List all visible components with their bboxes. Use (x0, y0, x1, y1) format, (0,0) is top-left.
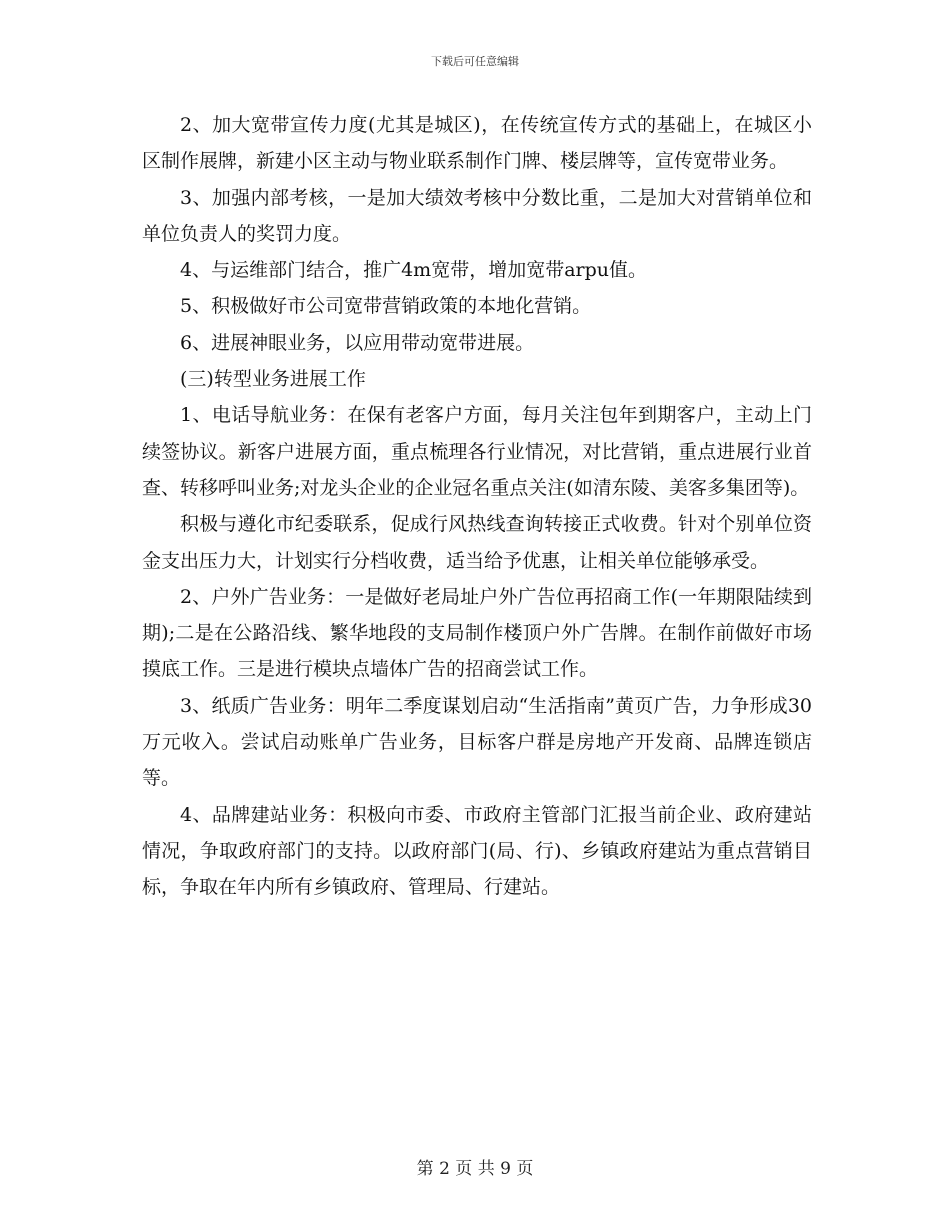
paragraph: 2、户外广告业务：一是做好老局址户外广告位再招商工作(一年期限陆续到期);二是在公路沿线、繁华地段的支局制作楼顶户外广告牌。在制作前做好市场摸底工作。三是进行模块点墙体广告的招商尝试工作。 (142, 585, 812, 681)
paragraph: 3、纸质广告业务：明年二季度谋划启动“生活指南”黄页广告，力争形成30万元收入。尝试启动账单广告业务，目标客户群是房地产开发商、品牌连锁店等。 (142, 694, 812, 790)
paragraph: 3、加强内部考核，一是加大绩效考核中分数比重，二是加大对营销单位和单位负责人的奖罚力度。 (142, 186, 812, 245)
section-heading: (三)转型业务进展工作 (180, 368, 366, 391)
paragraph: 5、积极做好市公司宽带营销政策的本地化营销。 (180, 295, 592, 318)
page-number-footer: 第 2 页 共 9 页 (416, 1159, 534, 1179)
paragraph: 2、加大宽带宣传力度(尤其是城区)，在传统宣传方式的基础上，在城区小区制作展牌，新建小区主动与物业联系制作门牌、楼层牌等，宣传宽带业务。 (142, 114, 812, 173)
paragraph: 1、电话导航业务：在保有老客户方面，每月关注包年到期客户，主动上门续签协议。新客户进展方面，重点梳理各行业情况，对比营销，重点进展行业首查、转移呼叫业务;对龙头企业的企业冠名重点关注(如清东陵、美客多集团等)。 (142, 404, 812, 499)
document-body (142, 107, 812, 906)
paragraph: 积极与遵化市纪委联系，促成行风热线查询转接正式收费。针对个别单位资金支出压力大，计划实行分档收费，适当给予优惠，让相关单位能够承受。 (142, 513, 812, 572)
page-header: 下载后可任意编辑 (431, 55, 519, 68)
paragraph: 6、进展神眼业务，以应用带动宽带进展。 (180, 331, 535, 354)
paragraph: 4、与运维部门结合，推广4m宽带，增加宽带arpu值。 (180, 259, 648, 282)
paragraph: 4、品牌建站业务：积极向市委、市政府主管部门汇报当前企业、政府建站情况，争取政府部门的支持。以政府部门(局、行)、乡镇政府建站为重点营销目标，争取在年内所有乡镇政府、管理局、行建站。 (142, 803, 812, 899)
